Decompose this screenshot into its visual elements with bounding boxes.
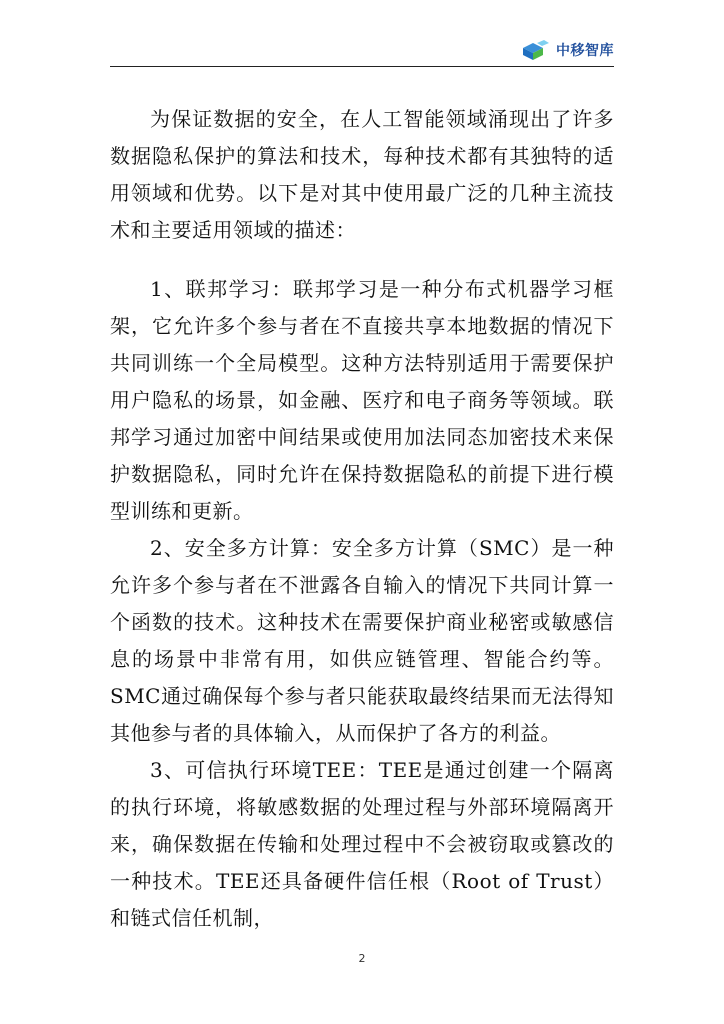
page-number: 2: [358, 952, 366, 965]
secure-multiparty-computation-paragraph: 2、安全多方计算：安全多方计算（SMC）是一种允许多个参与者在不泄露各自输入的情况下共同计算一个函数的技术。这种技术在需要保护商业秘密或敏感信息的场景中非常有用，如供应链管理、智能合约等。SMC通过确保每个参与者只能获取最终结果而无法得知其他参与者的具体输入，从而保护了各方的利益。: [110, 536, 614, 745]
document-body: [110, 101, 614, 937]
federated-learning-paragraph: 1、联邦学习：联邦学习是一种分布式机器学习框架，它允许多个参与者在不直接共享本地数据的情况下共同训练一个全局模型。这种方法特别适用于需要保护用户隐私的场景，如金融、医疗和电子商务等领域。联邦学习通过加密中间结果或使用加法同态加密技术来保护数据隐私，同时允许在保持数据隐私的前提下进行模型训练和更新。: [110, 277, 614, 523]
logo-text: 中移智库: [556, 43, 614, 59]
intro-paragraph: 为保证数据的安全，在人工智能领域涌现出了许多数据隐私保护的算法和技术，每种技术都有其独特的适用领域和优势。以下是对其中使用最广泛的几种主流技术和主要适用领域的描述：: [110, 107, 614, 242]
page-header: [110, 36, 614, 67]
cube-logo-icon: [520, 39, 550, 61]
paragraph-spacer: [110, 249, 614, 271]
brand-logo: [520, 36, 614, 64]
trusted-execution-environment-paragraph: 3、可信执行环境TEE：TEE是通过创建一个隔离的执行环境，将敏感数据的处理过程与外部环境隔离开来，确保数据在传输和处理过程中不会被窃取或篡改的一种技术。TEE还具备硬件信任根（Root of Trust）和链式信任机制，: [110, 758, 614, 930]
